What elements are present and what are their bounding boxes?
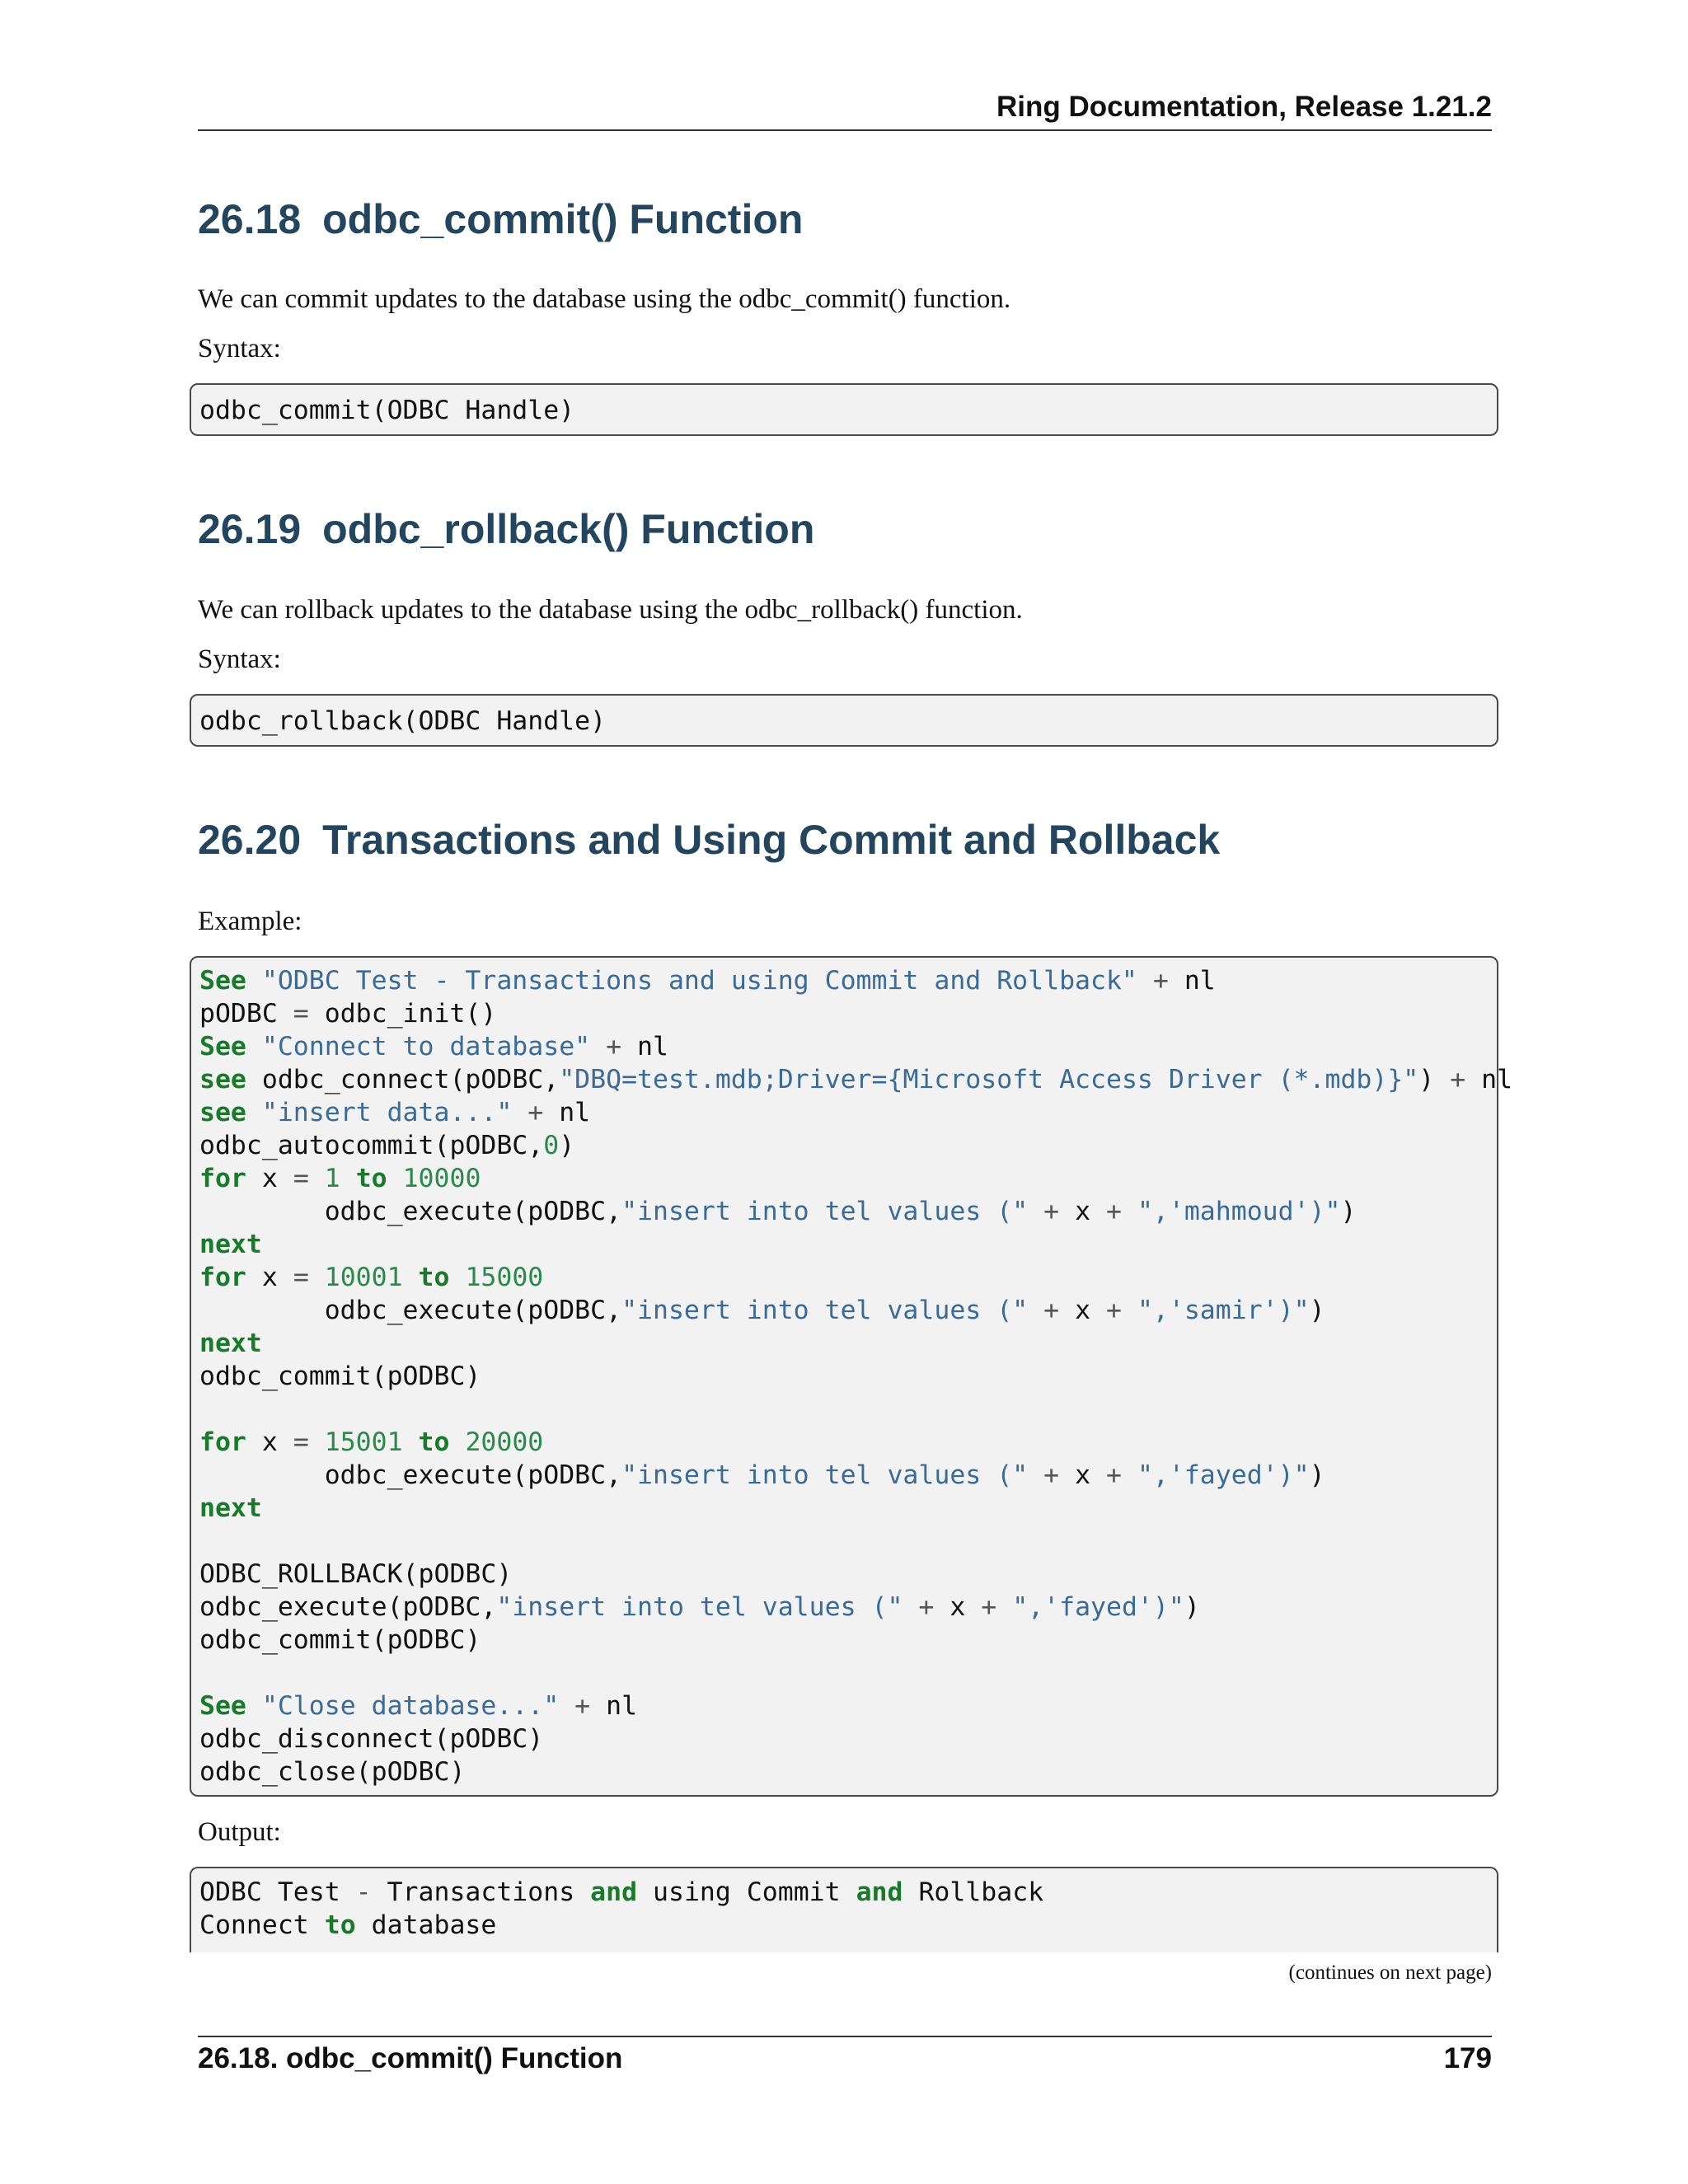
section-number: 26.20: [198, 817, 302, 863]
footer-section-ref: 26.18. odbc_commit() Function: [198, 2042, 623, 2074]
code-line: odbc_execute(pODBC,"insert into tel values (" + x + ",'samir')"): [324, 1296, 1325, 1325]
section-number: 26.19: [198, 506, 302, 552]
code-line: next: [199, 1329, 262, 1358]
syntax-code-block: [190, 694, 1498, 747]
syntax-code: odbc_rollback(ODBC Handle): [199, 706, 607, 736]
code-line: See "Connect to database" + nl: [199, 1032, 668, 1062]
section-heading-26-19: [198, 505, 814, 553]
code-line: for x = 1 to 10000: [199, 1164, 481, 1193]
code-line: pODBC = odbc_init(): [199, 999, 497, 1029]
footer-rule: [198, 2036, 1492, 2037]
code-line: odbc_disconnect(pODBC): [199, 1724, 544, 1754]
code-line: odbc_commit(pODBC): [199, 1625, 481, 1655]
running-header: Ring Documentation, Release 1.21.2: [996, 91, 1492, 123]
code-line: see odbc_connect(pODBC,"DBQ=test.mdb;Driver={Microsoft Access Driver (*.mdb)}") + nl: [199, 1065, 1513, 1094]
code-line: odbc_execute(pODBC,"insert into tel values (" + x + ",'mahmoud')"): [324, 1197, 1357, 1226]
code-line: odbc_autocommit(pODBC,0): [199, 1131, 575, 1160]
header-rule: [198, 129, 1492, 131]
code-line: ODBC Test - Transactions and using Commit and Rollback: [199, 1877, 1044, 1907]
code-line: See "Close database..." + nl: [199, 1691, 638, 1721]
section-description: We can rollback updates to the database using the odbc_rollback() function.: [198, 595, 1023, 625]
page-number: 179: [1443, 2042, 1492, 2074]
code-line: odbc_commit(pODBC): [199, 1361, 481, 1391]
output-code: [191, 1868, 1497, 1942]
section-title: Transactions and Using Commit and Rollback: [322, 817, 1221, 863]
output-label: Output:: [198, 1817, 281, 1847]
code-line: odbc_close(pODBC): [199, 1757, 466, 1787]
section-title: odbc_commit() Function: [322, 196, 804, 242]
syntax-label: Syntax:: [198, 334, 281, 363]
example-code: [191, 958, 1513, 1788]
syntax-label: Syntax:: [198, 644, 281, 674]
code-line: for x = 10001 to 15000: [199, 1263, 544, 1292]
code-line: odbc_execute(pODBC,"insert into tel values (" + x + ",'fayed')"): [199, 1592, 1200, 1622]
output-code-block: [190, 1867, 1498, 1952]
code-line: next: [199, 1493, 262, 1523]
example-code-block: [190, 956, 1513, 1797]
section-heading-26-20: [198, 816, 1220, 864]
section-description: We can commit updates to the database using the odbc_commit() function.: [198, 284, 1011, 314]
syntax-code-block: [190, 383, 1498, 436]
example-label: Example:: [198, 907, 302, 936]
code-line: see "insert data..." + nl: [199, 1098, 591, 1127]
code-line: for x = 15001 to 20000: [199, 1427, 544, 1457]
section-heading-26-18: [198, 195, 803, 243]
code-line: next: [199, 1230, 262, 1259]
code-line: odbc_execute(pODBC,"insert into tel values (" + x + ",'fayed')"): [324, 1460, 1325, 1490]
section-title: odbc_rollback() Function: [322, 506, 815, 552]
code-line: See "ODBC Test - Transactions and using Commit and Rollback" + nl: [199, 966, 1216, 996]
syntax-code: odbc_commit(ODBC Handle): [199, 396, 575, 425]
code-line: ODBC_ROLLBACK(pODBC): [199, 1559, 513, 1589]
section-number: 26.18: [198, 196, 302, 242]
continues-note: (continues on next page): [1288, 1961, 1492, 1984]
code-line: Connect to database: [199, 1910, 497, 1940]
